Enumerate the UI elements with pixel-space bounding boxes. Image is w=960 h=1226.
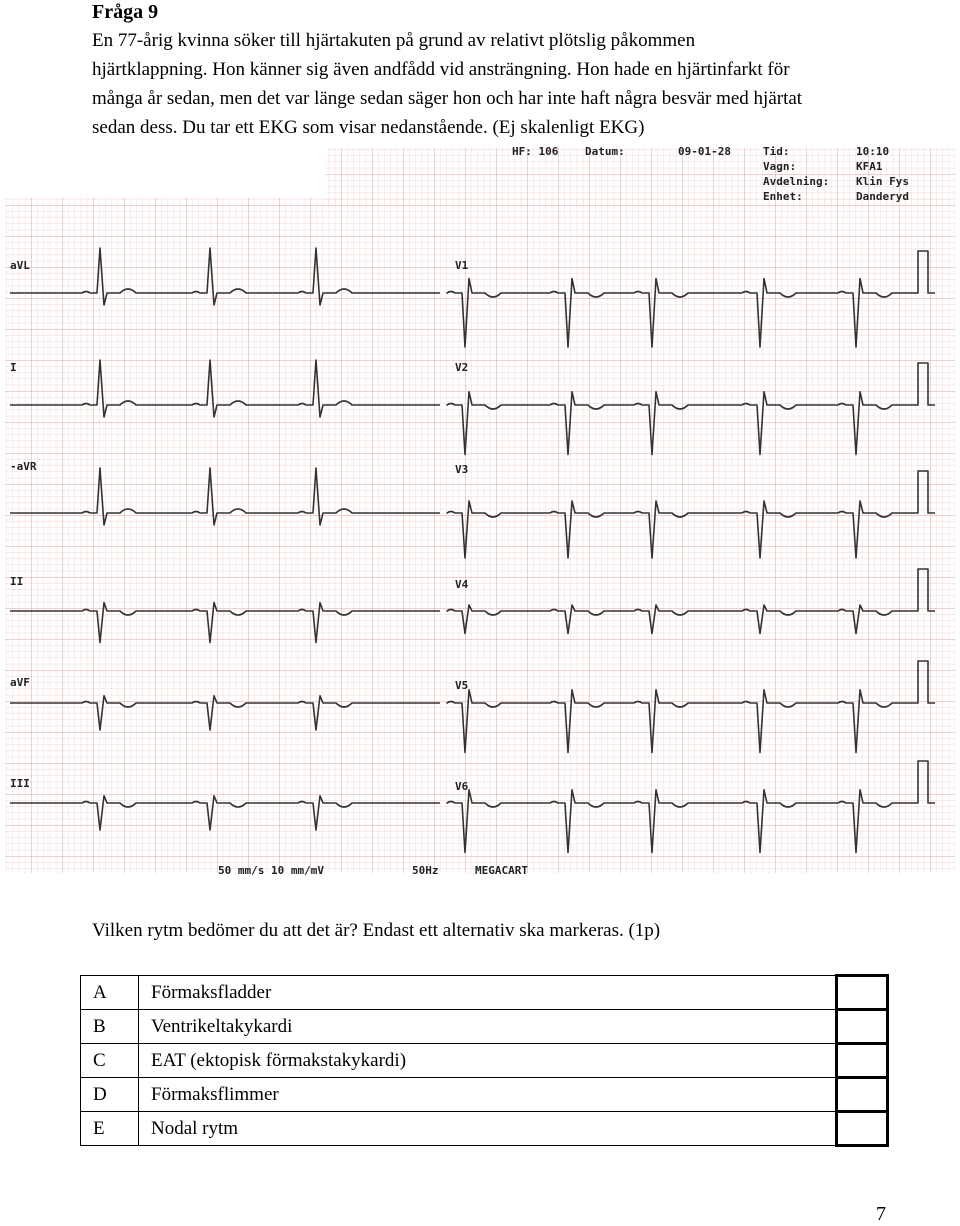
lead-label-v3: V3 xyxy=(455,463,469,476)
option-checkbox[interactable] xyxy=(837,1112,888,1146)
ecg-device: MEGACART xyxy=(475,864,528,877)
option-row[interactable] xyxy=(81,1044,888,1078)
option-label: EAT (ektopisk förmakstakykardi) xyxy=(139,1044,837,1078)
ecg-main-grid xyxy=(5,198,955,873)
options-table xyxy=(80,974,889,1147)
lead-label-v4: V4 xyxy=(455,578,469,591)
option-letter: C xyxy=(81,1044,139,1078)
option-letter: D xyxy=(81,1078,139,1112)
lead-label-iii: III xyxy=(10,777,30,790)
ecg-heart-rate: HF: 106 xyxy=(512,145,559,158)
question-line: hjärtklappning. Hon känner sig även andfådd vid ansträngning. Hon hade en hjärtinfarkt för xyxy=(92,59,790,80)
question-title: Fråga 9 xyxy=(92,1,159,23)
option-checkbox[interactable] xyxy=(837,1078,888,1112)
ecg-filter: 50Hz xyxy=(412,864,439,877)
ecg-dept-label: Avdelning: xyxy=(763,175,830,188)
lead-label-avr: -aVR xyxy=(10,460,37,473)
page-number: 7 xyxy=(876,1203,886,1225)
option-checkbox[interactable] xyxy=(837,1010,888,1044)
option-row[interactable] xyxy=(81,1112,888,1146)
option-letter: B xyxy=(81,1010,139,1044)
lead-label-v2: V2 xyxy=(455,361,469,374)
option-label: Ventrikeltakykardi xyxy=(139,1010,837,1044)
ecg-strip xyxy=(0,143,960,878)
question-line: många år sedan, men det var länge sedan säger hon och har inte haft några besvär med hjärtat xyxy=(92,88,803,109)
question-text xyxy=(92,26,892,142)
lead-label-v5: V5 xyxy=(455,679,469,692)
ecg-time-value: 10:10 xyxy=(856,145,890,158)
ecg-dept-value: Klin Fys xyxy=(856,175,909,188)
option-row[interactable] xyxy=(81,1078,888,1112)
ecg-speed: 50 mm/s 10 mm/mV xyxy=(218,864,324,877)
option-row[interactable] xyxy=(81,1010,888,1044)
option-label: Förmaksfladder xyxy=(139,976,837,1010)
lead-label-v1: V1 xyxy=(455,259,469,272)
option-checkbox[interactable] xyxy=(837,1044,888,1078)
ecg-date-value: 09-01-28 xyxy=(678,145,731,158)
answer-prompt: Vilken rytm bedömer du att det är? Endast ett alternativ ska markeras. (1p) xyxy=(92,920,661,941)
option-checkbox[interactable] xyxy=(837,976,888,1010)
lead-label-avl: aVL xyxy=(10,259,30,272)
lead-label-avf: aVF xyxy=(10,676,30,689)
ecg-unit-value: Danderyd xyxy=(856,190,909,203)
option-label: Förmaksflimmer xyxy=(139,1078,837,1112)
option-letter: E xyxy=(81,1112,139,1146)
ecg-cart-value: KFA1 xyxy=(856,160,883,173)
lead-label-v6: V6 xyxy=(455,780,469,793)
question-line: sedan dess. Du tar ett EKG som visar nedanstående. (Ej skalenligt EKG) xyxy=(92,117,645,138)
option-label: Nodal rytm xyxy=(139,1112,837,1146)
ecg-unit-label: Enhet: xyxy=(763,190,803,203)
lead-label-ii: II xyxy=(10,575,24,588)
question-line: En 77-årig kvinna söker till hjärtakuten på grund av relativt plötslig påkommen xyxy=(92,30,696,51)
option-row[interactable] xyxy=(81,976,888,1010)
ecg-time-label: Tid: xyxy=(763,145,790,158)
ecg-date-label: Datum: xyxy=(585,145,625,158)
ecg-cart-label: Vagn: xyxy=(763,160,797,173)
option-letter: A xyxy=(81,976,139,1010)
lead-label-i: I xyxy=(10,361,17,374)
